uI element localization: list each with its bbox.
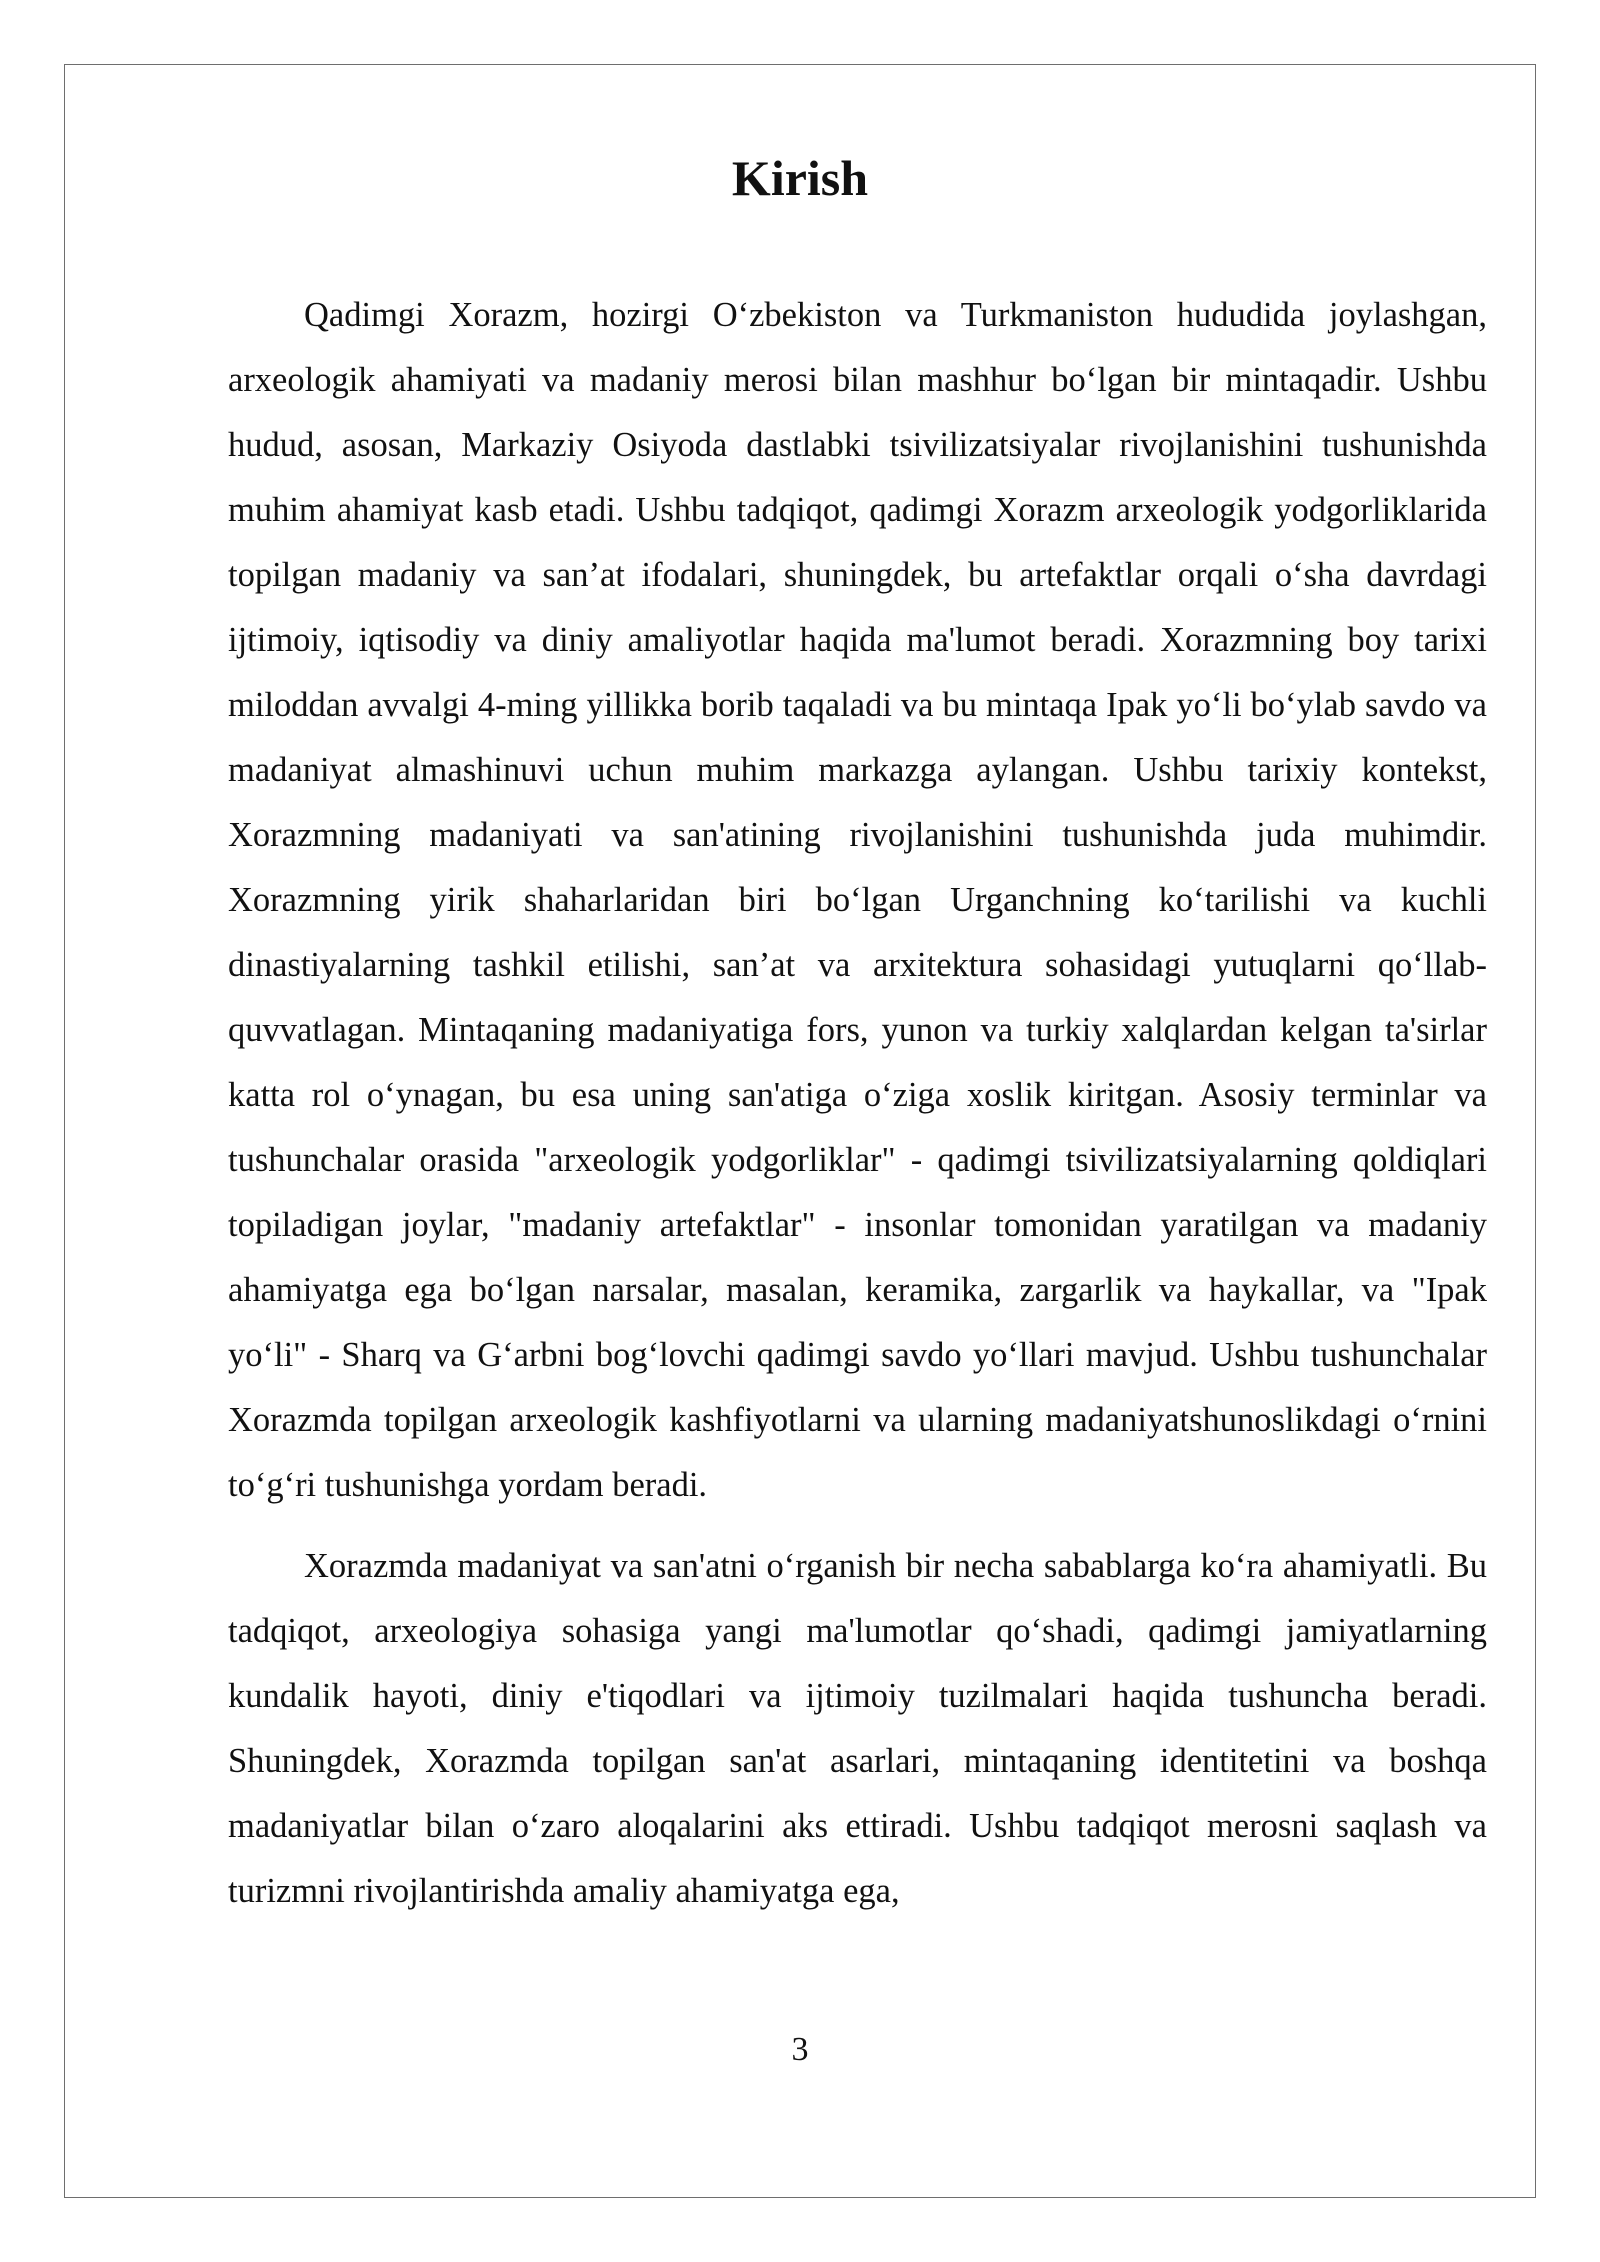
paragraph-1: Qadimgi Xorazm, hozirgi O‘zbekiston va Turkmaniston hududida joylashgan, arxeologik ahamiyati va madaniy merosi bilan mashhur bo‘lgan bir mintaqadir. Ushbu hudud, asosan, Markaziy Osiyoda dastlabki tsivilizatsiyalar rivojlanishini tushunishda muhim ahamiyat kasb etadi. Ushbu tadqiqot, qadimgi Xorazm arxeologik yodgorliklarida topilgan madaniy va san’at ifodalari, shuningdek, bu artefaktlar orqali o‘sha davrdagi ijtimoiy, iqtisodiy va diniy amaliyotlar haqida ma'lumot beradi. Xorazmning boy tarixi miloddan avvalgi 4-ming yillikka borib taqaladi va bu mintaqa Ipak yo‘li bo‘ylab savdo va madaniyat almashinuvi uchun muhim markazga aylangan. Ushbu tarixiy kontekst, Xorazmning madaniyati va san'atining rivojlanishini tushunishda juda muhimdir. Xorazmning yirik shaharlaridan biri bo‘lgan Urganchning ko‘tarilishi va kuchli dinastiyalarning tashkil etilishi, san’at va arxitektura sohasidagi yutuqlarni qo‘llab-quvvatlagan. Mintaqaning madaniyatiga fors, yunon va turkiy xalqlardan kelgan ta'sirlar katta rol o‘ynagan, bu esa uning san'atiga o‘ziga xoslik kiritgan. Asosiy terminlar va tushunchalar orasida "arxeologik yodgorliklar" - qadimgi tsivilizatsiyalarning qoldiqlari topiladigan joylar, "madaniy artefaktlar" - insonlar tomonidan yaratilgan va madaniy ahamiyatga ega bo‘lgan narsalar, masalan, keramika, zargarlik va haykallar, va "Ipak yo‘li" - Sharq va G‘arbni bog‘lovchi qadimgi savdo yo‘llari mavjud. Ushbu tushunchalar Xorazmda topilgan arxeologik kashfiyotlarni va ularning madaniyatshunoslikdagi o‘rnini to‘g‘ri tushunishga yordam beradi. (228, 296, 1487, 1504)
page-title: Kirish (731, 150, 869, 206)
page-number: 3 (791, 2031, 809, 2068)
paragraph-2: Xorazmda madaniyat va san'atni o‘rganish bir necha sabablarga ko‘ra ahamiyatli. Bu tadqiqot, arxeologiya sohasiga yangi ma'lumotlar qo‘shadi, qadimgi jamiyatlarning kundalik hayoti, diniy e'tiqodlari va ijtimoiy tuzilmalari haqida tushuncha beradi. Shuningdek, Xorazmda topilgan san'at asarlari, mintaqaning identitetini va boshqa madaniyatlar bilan o‘zaro aloqalarini aks ettiradi. Ushbu tadqiqot merosni saqlash va turizmni rivojlantirishda amaliy ahamiyatga ega, (228, 1547, 1487, 1910)
document-body (228, 283, 1487, 1924)
